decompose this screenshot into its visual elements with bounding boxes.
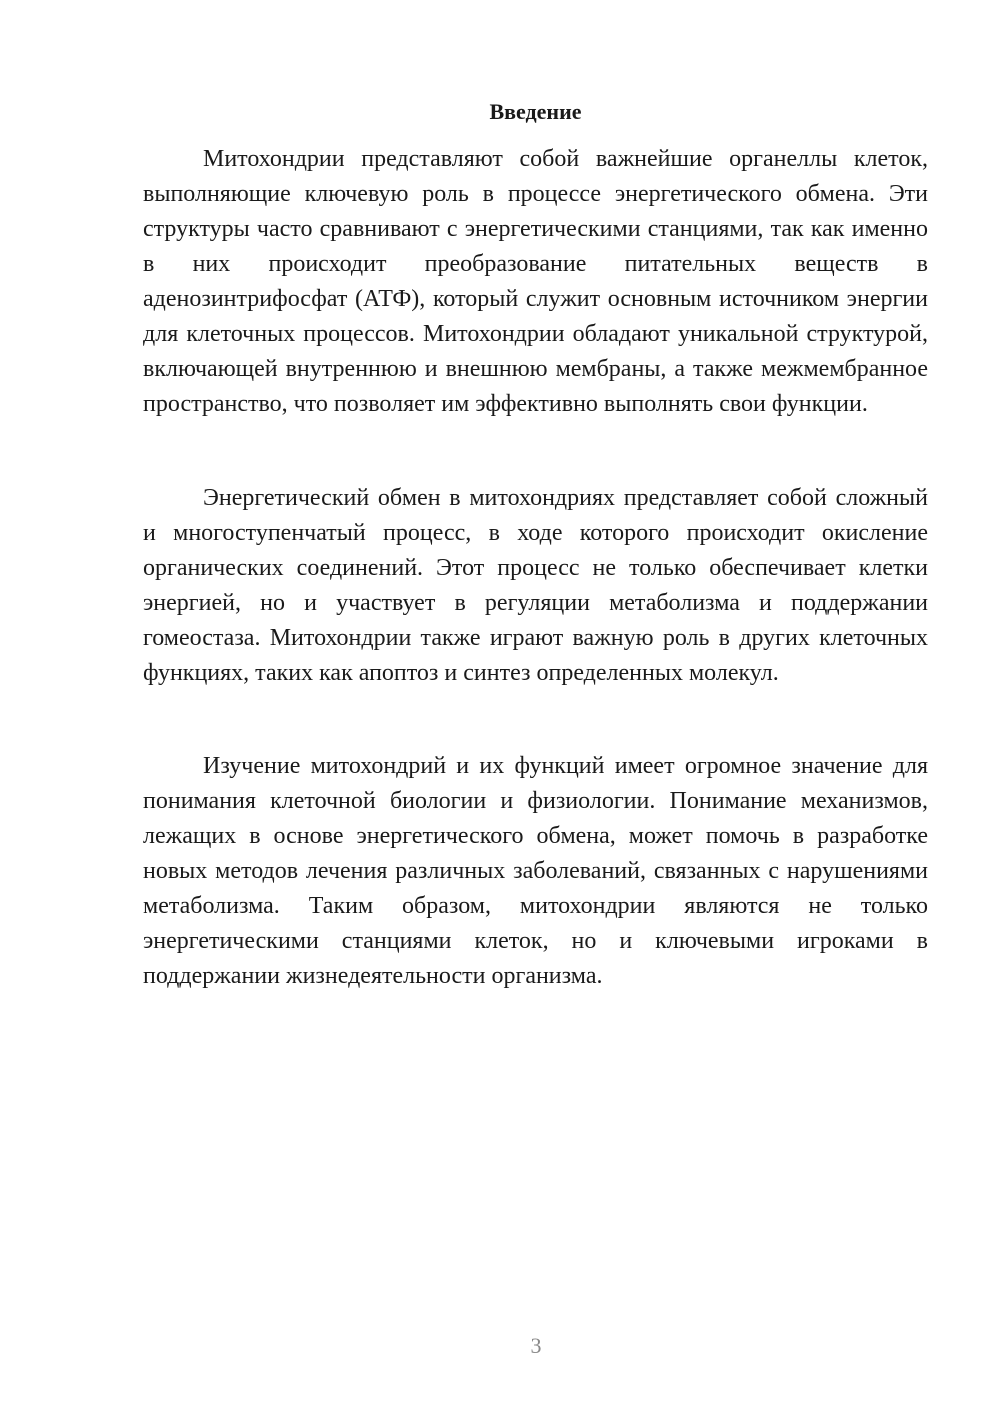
paragraph-1: Митохондрии представляют собой важнейшие органеллы клеток, выполняющие ключевую роль в процессе энергетического обмена. Эти структуры часто сравнивают с энергетическими станциями, так как именно в них происходит преобразование питательных веществ в аденозинтрифосфат (АТФ), который служит основным источником энергии для клеточных процессов. Митохондрии обладают уникальной структурой, включающей внутреннюю и внешнюю мембраны, а также межмембранное пространство, что позволяет им эффективно выполнять свои функции. — [143, 146, 928, 417]
paragraph-2: Энергетический обмен в митохондриях представляет собой сложный и многоступенчатый процесс, в ходе которого происходит окисление органических соединений. Этот процесс не только обеспечивает клетки энергией, но и участвует в регуляции метаболизма и поддержании гомеостаза. Митохондрии также играют важную роль в других клеточных функциях, таких как апоптоз и синтез определенных молекул. — [143, 485, 928, 686]
paragraph-3: Изучение митохондрий и их функций имеет огромное значение для понимания клеточной биологии и физиологии. Понимание механизмов, лежащих в основе энергетического обмена, может помочь в разработке новых методов лечения различных заболеваний, связанных с нарушениями метаболизма. Таким образом, митохондрии являются не только энергетическими станциями клеток, но и ключевыми игроками в поддержании жизнедеятельности организма. — [143, 753, 928, 989]
section-title: Введение — [489, 99, 582, 124]
page-number: 3 — [530, 1333, 542, 1358]
